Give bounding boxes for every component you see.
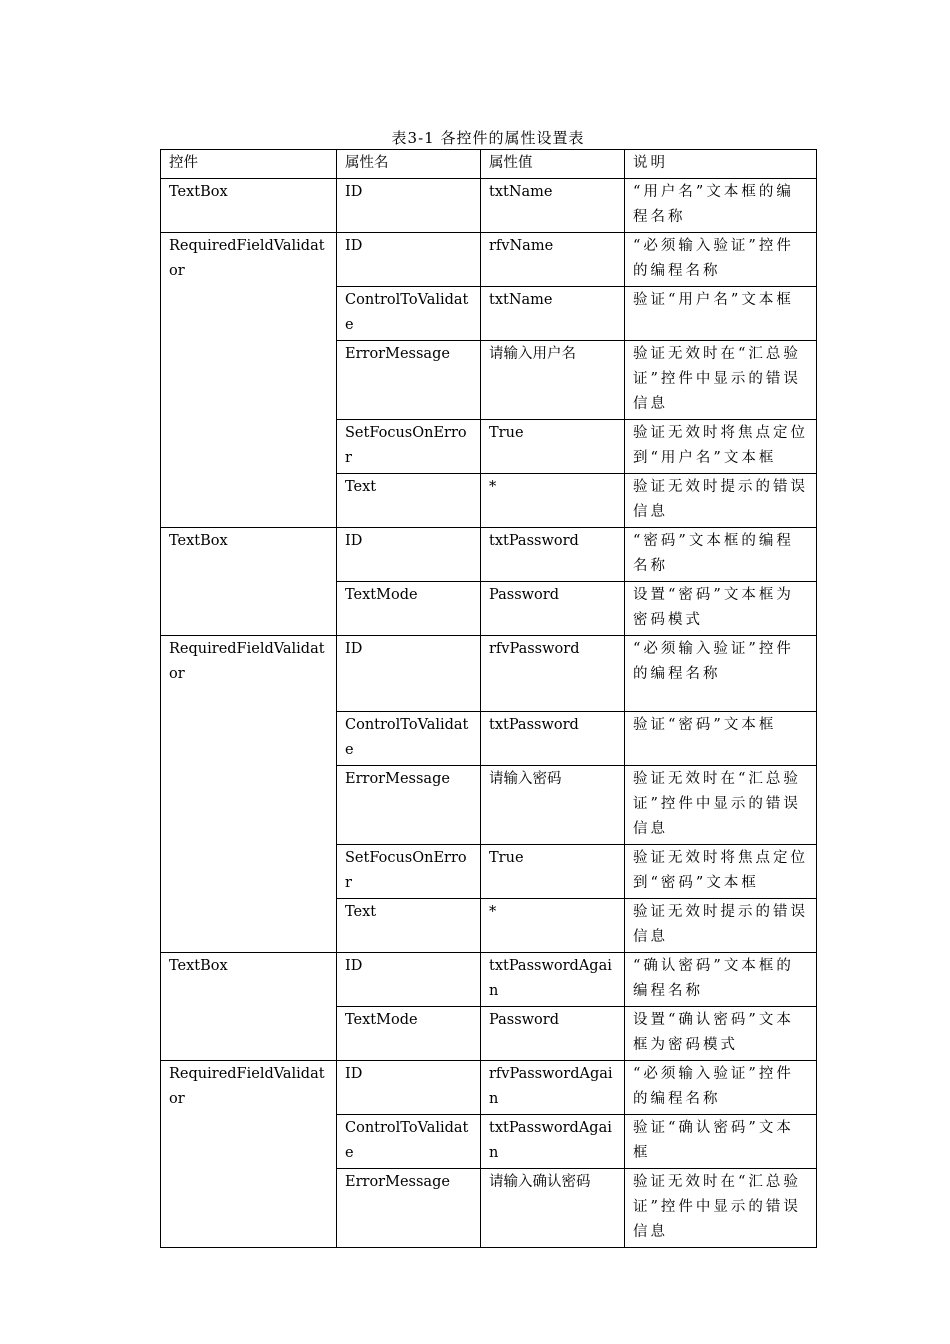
header-description: 说明 bbox=[625, 150, 817, 179]
value-cell: rfvName bbox=[481, 233, 625, 287]
description-cell: 验证无效时在“汇总验证”控件中显示的错误信息 bbox=[625, 1169, 817, 1248]
control-cell: TextBox bbox=[161, 953, 337, 1061]
property-cell: ErrorMessage bbox=[337, 1169, 481, 1248]
value-cell: Password bbox=[481, 1007, 625, 1061]
description-cell: 验证无效时在“汇总验证”控件中显示的错误信息 bbox=[625, 766, 817, 845]
table-row bbox=[161, 179, 817, 233]
value-cell: rfvPasswordAgain bbox=[481, 1061, 625, 1115]
properties-table-body bbox=[161, 150, 817, 1248]
property-cell: ControlToValidate bbox=[337, 287, 481, 341]
property-cell: ID bbox=[337, 1061, 481, 1115]
property-cell: SetFocusOnError bbox=[337, 845, 481, 899]
property-cell: Text bbox=[337, 474, 481, 528]
property-cell: ControlToValidate bbox=[337, 1115, 481, 1169]
value-cell: Password bbox=[481, 582, 625, 636]
value-cell: txtPassword bbox=[481, 712, 625, 766]
description-cell: 验证无效时在“汇总验证”控件中显示的错误信息 bbox=[625, 341, 817, 420]
property-cell: TextMode bbox=[337, 1007, 481, 1061]
description-cell: “必须输入验证”控件的编程名称 bbox=[625, 636, 817, 712]
property-cell: ID bbox=[337, 528, 481, 582]
description-cell: 验证无效时将焦点定位到“密码”文本框 bbox=[625, 845, 817, 899]
table-header-row bbox=[161, 150, 817, 179]
value-cell: 请输入用户名 bbox=[481, 341, 625, 420]
header-value: 属性值 bbox=[481, 150, 625, 179]
header-property: 属性名 bbox=[337, 150, 481, 179]
description-cell: 验证“用户名”文本框 bbox=[625, 287, 817, 341]
table-row bbox=[161, 636, 817, 712]
value-cell: * bbox=[481, 474, 625, 528]
value-cell: txtName bbox=[481, 287, 625, 341]
value-cell: 请输入密码 bbox=[481, 766, 625, 845]
property-cell: Text bbox=[337, 899, 481, 953]
control-cell: TextBox bbox=[161, 179, 337, 233]
properties-table bbox=[160, 149, 817, 1248]
property-cell: TextMode bbox=[337, 582, 481, 636]
description-cell: 设置“确认密码”文本框为密码模式 bbox=[625, 1007, 817, 1061]
description-cell: 验证“确认密码”文本框 bbox=[625, 1115, 817, 1169]
value-cell: True bbox=[481, 845, 625, 899]
description-cell: “密码”文本框的编程名称 bbox=[625, 528, 817, 582]
property-cell: ID bbox=[337, 233, 481, 287]
description-cell: 验证无效时提示的错误信息 bbox=[625, 899, 817, 953]
table-row bbox=[161, 953, 817, 1007]
value-cell: txtPasswordAgain bbox=[481, 1115, 625, 1169]
value-cell: txtName bbox=[481, 179, 625, 233]
description-cell: “必须输入验证”控件的编程名称 bbox=[625, 233, 817, 287]
value-cell: True bbox=[481, 420, 625, 474]
value-cell: rfvPassword bbox=[481, 636, 625, 712]
description-cell: 设置“密码”文本框为密码模式 bbox=[625, 582, 817, 636]
description-cell: “必须输入验证”控件的编程名称 bbox=[625, 1061, 817, 1115]
description-cell: 验证无效时将焦点定位到“用户名”文本框 bbox=[625, 420, 817, 474]
value-cell: * bbox=[481, 899, 625, 953]
property-cell: ID bbox=[337, 953, 481, 1007]
property-cell: SetFocusOnError bbox=[337, 420, 481, 474]
control-cell: RequiredFieldValidator bbox=[161, 636, 337, 953]
property-cell: ID bbox=[337, 636, 481, 712]
table-row bbox=[161, 1061, 817, 1115]
property-cell: ErrorMessage bbox=[337, 766, 481, 845]
description-cell: 验证“密码”文本框 bbox=[625, 712, 817, 766]
value-cell: txtPasswordAgain bbox=[481, 953, 625, 1007]
property-cell: ErrorMessage bbox=[337, 341, 481, 420]
description-cell: “确认密码”文本框的编程名称 bbox=[625, 953, 817, 1007]
value-cell: txtPassword bbox=[481, 528, 625, 582]
table-row bbox=[161, 528, 817, 582]
property-cell: ControlToValidate bbox=[337, 712, 481, 766]
control-cell: TextBox bbox=[161, 528, 337, 636]
description-cell: “用户名”文本框的编程名称 bbox=[625, 179, 817, 233]
description-cell: 验证无效时提示的错误信息 bbox=[625, 474, 817, 528]
header-control: 控件 bbox=[161, 150, 337, 179]
control-cell: RequiredFieldValidator bbox=[161, 1061, 337, 1248]
control-cell: RequiredFieldValidator bbox=[161, 233, 337, 528]
property-cell: ID bbox=[337, 179, 481, 233]
table-caption: 表3-1 各控件的属性设置表 bbox=[391, 129, 585, 147]
table-row bbox=[161, 233, 817, 287]
value-cell: 请输入确认密码 bbox=[481, 1169, 625, 1248]
